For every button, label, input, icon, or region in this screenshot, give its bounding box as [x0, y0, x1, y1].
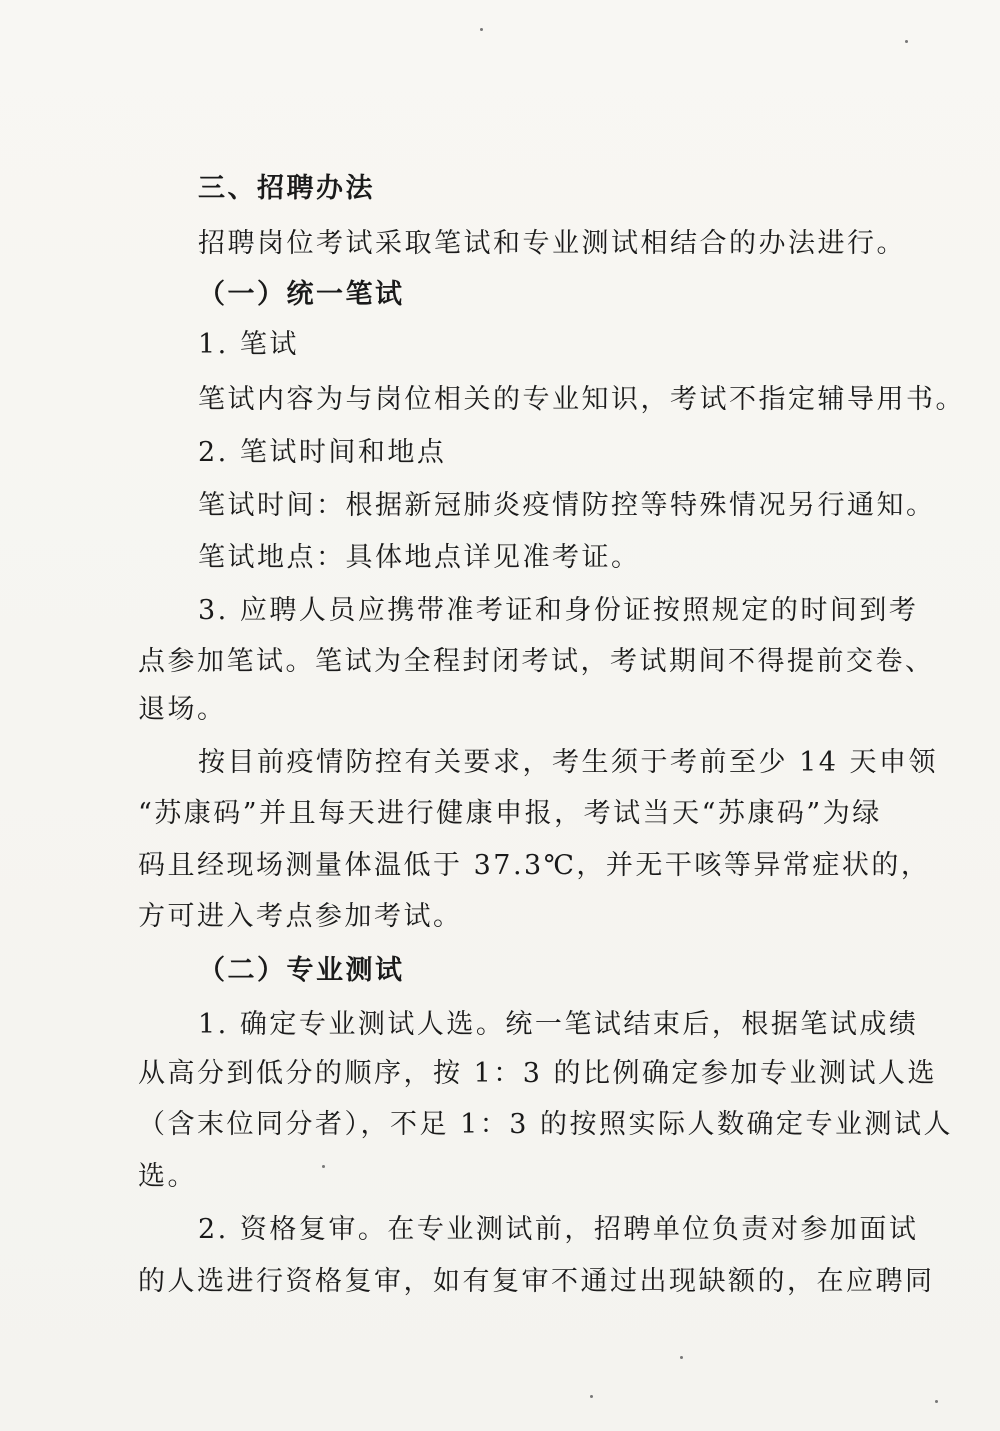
section-heading: 三、招聘办法: [198, 173, 375, 204]
part1-item3-line: 点参加笔试。笔试为全程封闭考试，考试期间不得提前交卷、: [138, 646, 935, 677]
part2-item1-line: 1. 确定专业测试人选。统一笔试结束后，根据笔试成绩: [198, 1009, 919, 1040]
part2-heading: （二）专业测试: [198, 955, 405, 986]
health-paragraph-line: “苏康码”并且每天进行健康申报，考试当天“苏康码”为绿: [138, 798, 882, 829]
part1-item2-time: 笔试时间：根据新冠肺炎疫情防控等特殊情况另行通知。: [198, 490, 936, 521]
part1-heading: （一）统一笔试: [198, 279, 405, 310]
part2-item1-line: （含末位同分者），不足 1：3 的按照实际人数确定专业测试人: [138, 1109, 954, 1140]
scan-speck: [905, 40, 908, 43]
part2-item1-line: 选。: [138, 1161, 197, 1192]
part1-item1-body: 笔试内容为与岗位相关的专业知识，考试不指定辅导用书。: [198, 384, 965, 415]
scan-speck: [322, 1165, 325, 1168]
part2-item1-line: 从高分到低分的顺序，按 1：3 的比例确定参加专业测试人选: [138, 1058, 938, 1089]
scan-speck: [480, 28, 483, 31]
health-paragraph-line: 码且经现场测量体温低于 37.3℃，并无干咳等异常症状的，: [138, 850, 931, 881]
scan-speck: [935, 1400, 938, 1403]
part1-item2-title: 2. 笔试时间和地点: [198, 437, 447, 468]
scan-speck: [680, 1356, 683, 1359]
scan-speck: [590, 1395, 593, 1398]
part1-item2-place: 笔试地点：具体地点详见准考证。: [198, 542, 641, 573]
part2-item2-line: 的人选进行资格复审，如有复审不通过出现缺额的，在应聘同: [138, 1266, 935, 1297]
part2-item2-line: 2. 资格复审。在专业测试前，招聘单位负责对参加面试: [198, 1214, 919, 1245]
part1-item1-title: 1. 笔试: [198, 329, 299, 360]
part1-item3-line: 3. 应聘人员应携带准考证和身份证按照规定的时间到考: [198, 595, 919, 626]
part1-item3-line: 退场。: [138, 694, 227, 725]
health-paragraph-line: 按目前疫情防控有关要求，考生须于考前至少 14 天申领: [198, 747, 939, 778]
intro-paragraph: 招聘岗位考试采取笔试和专业测试相结合的办法进行。: [198, 228, 906, 259]
health-paragraph-line: 方可进入考点参加考试。: [138, 901, 463, 932]
